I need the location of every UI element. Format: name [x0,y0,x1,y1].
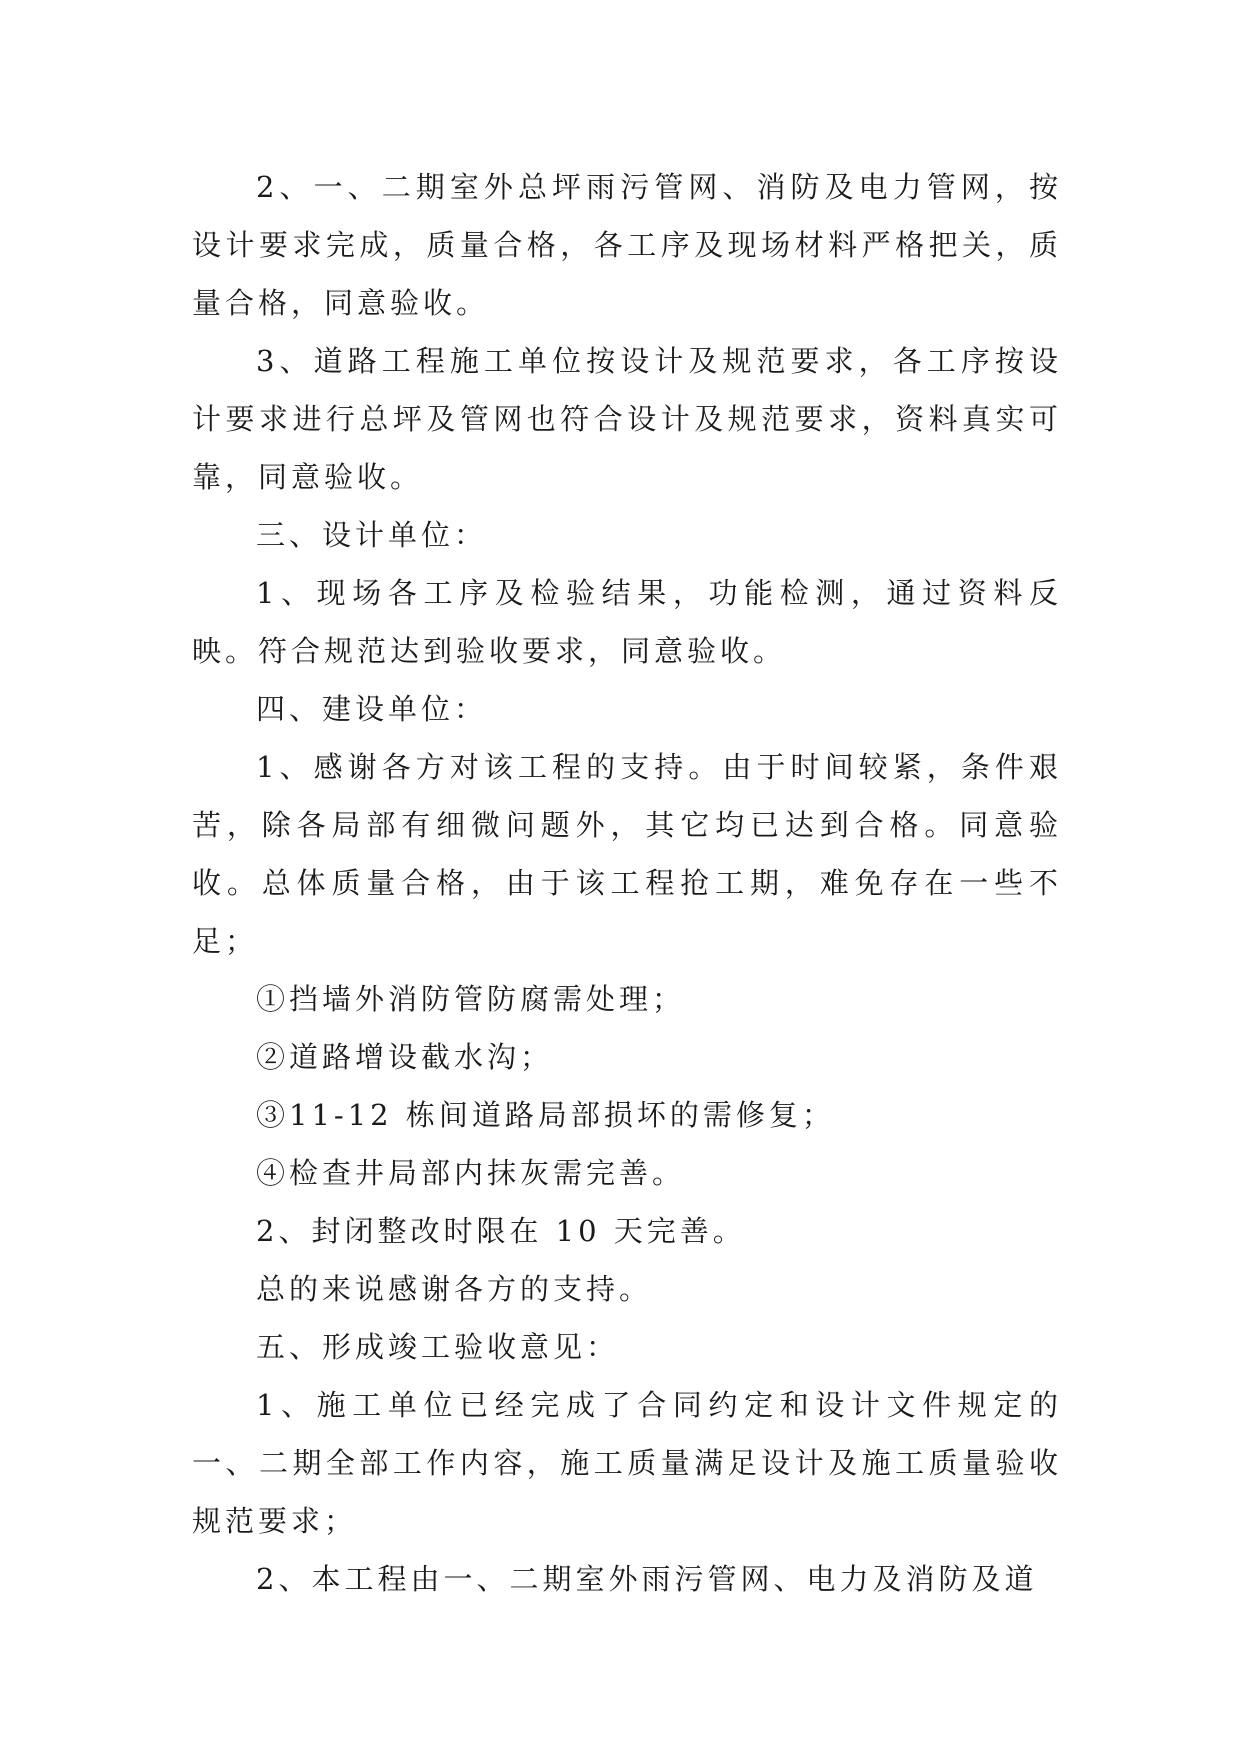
list-item-issue-4: ④检查井局部内抹灰需完善。 [256,1156,686,1190]
paragraph-acceptance-item-2: 2、本工程由一、二期室外雨污管网、电力及消防及道 [256,1562,1038,1596]
paragraph-rectification-deadline: 2、封闭整改时限在 10 天完善。 [256,1214,746,1248]
document-body [192,158,1062,1608]
heading-acceptance-opinion: 五、形成竣工验收意见： [256,1330,620,1364]
list-item-issue-3: ③11-12 栋间道路局部损坏的需修复； [256,1098,835,1132]
paragraph-design-opinion: 1、现场各工序及检验结果，功能检测，通过资料反映。符合规范达到验收要求，同意验收。 [192,576,1062,668]
paragraph-drainage-network: 2、一、二期室外总坪雨污管网、消防及电力管网，按设计要求完成，质量合格，各工序及现场材料严格把关，质量合格，同意验收。 [192,170,1062,320]
paragraph-road-works: 3、道路工程施工单位按设计及规范要求，各工序按设计要求进行总坪及管网也符合设计及规范要求，资料真实可靠，同意验收。 [192,344,1062,494]
paragraph-construction-opinion: 1、感谢各方对该工程的支持。由于时间较紧，条件艰苦，除各局部有细微问题外，其它均已达到合格。同意验收。总体质量合格，由于该工程抢工期，难免存在一些不足； [192,750,1062,958]
paragraph-thanks: 总的来说感谢各方的支持。 [256,1272,653,1306]
list-item-issue-2: ②道路增设截水沟； [256,1040,554,1074]
heading-construction-unit: 四、建设单位： [256,692,488,726]
heading-design-unit: 三、设计单位： [256,518,488,552]
paragraph-acceptance-item-1: 1、施工单位已经完成了合同约定和设计文件规定的一、二期全部工作内容，施工质量满足设计及施工质量验收规范要求； [192,1388,1062,1538]
list-item-issue-1: ①挡墙外消防管防腐需处理； [256,982,686,1016]
